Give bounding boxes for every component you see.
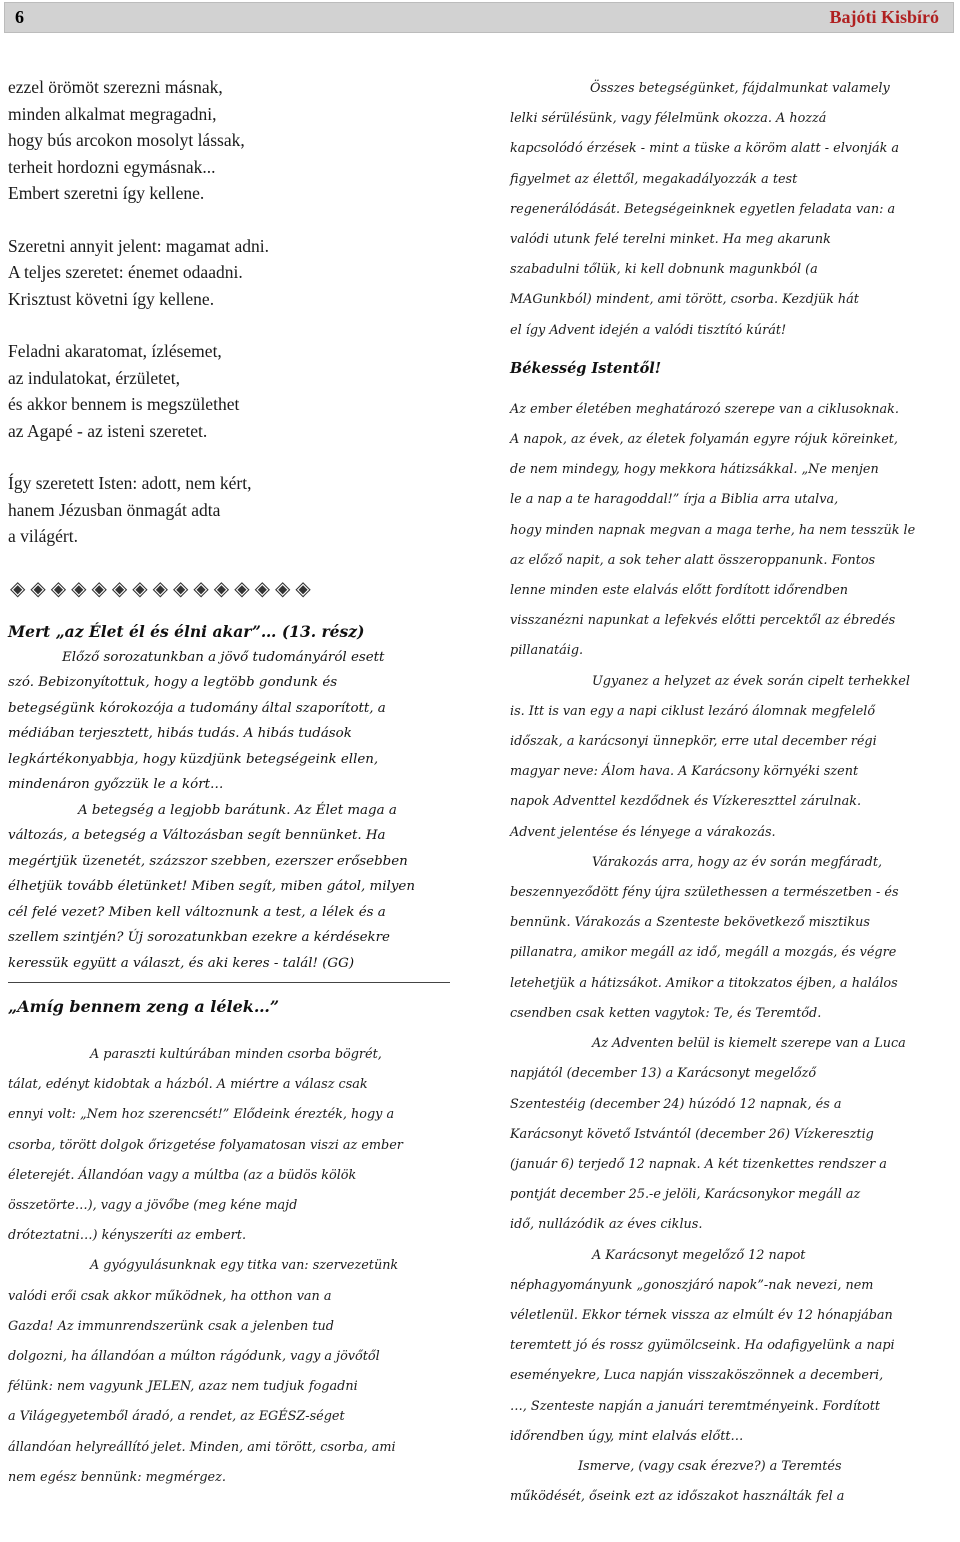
article-line: Előző sorozatunkban a jövő tudományáról esett [62, 649, 385, 665]
poem-line: hogy bús arcokon mosolyt lássak, [8, 130, 245, 150]
body-line: A napok, az évek, az életek folyamán egyre rójuk köreinket, [510, 432, 898, 448]
body-line: eseményekre, Luca napján visszaköszönnek a decemberi, [510, 1368, 884, 1384]
poem-stanza [8, 338, 456, 444]
body-line: le a nap a te haragoddal!” írja a Biblia arra utalva, [510, 492, 839, 508]
body-line: pillanatáig. [510, 643, 584, 659]
body-line: az előző napit, a sok teher alatt összeroppanunk. Fontos [510, 552, 876, 568]
body-line: bennünk. Várakozás a Szenteste bekövetkező misztikus [510, 915, 870, 931]
poem-line: hanem Jézusban önmagát adta [8, 499, 221, 520]
article-line: keressük együtt a választ, és aki keres - talál! (GG) [8, 955, 355, 971]
body-line: hogy minden napnak megvan a maga terhe, ha nem tesszük le [510, 522, 916, 538]
body-line: kapcsolódó érzések - mint a tüske a köröm alatt - elvonják a [510, 141, 900, 157]
poem-line: Szeretni annyit jelent: magamat adni. [8, 235, 269, 256]
body-line: pontját december 25.-e jelöli, Karácsonykor megáll az [510, 1187, 861, 1203]
body-line: szabadulni tőlük, ki kell dobnunk magunkból (a [510, 262, 818, 278]
poem-line: Krisztust követni így kellene. [8, 288, 215, 309]
body-line: véletlenül. Ekkor térnek vissza az elmúlt év 12 hónapjában [510, 1307, 893, 1323]
body-line: Az ember életében meghatározó szerepe van a ciklusoknak. [510, 401, 899, 417]
article-line: cél felé vezet? Miben kell változnunk a test, a lélek és a [8, 904, 386, 920]
body-line: néphagyományunk „gonoszjáró napok”-nak nevezi, nem [510, 1277, 874, 1293]
body-line: nem egész bennünk: megmérgez. [8, 1469, 226, 1485]
magazine-title: Bajóti Kisbíró [829, 7, 939, 27]
poem-stanza [8, 470, 456, 550]
poem [8, 74, 456, 550]
body-line: A paraszti kultúrában minden csorba bögrét, [90, 1047, 382, 1062]
body-line: napjától (december 13) a Karácsonyt megelőző [510, 1066, 817, 1082]
peace-heading: Békesség Istentől! [510, 359, 662, 377]
body-line: lelki sérülésünk, vagy félelmünk okozza. A hozzá [510, 111, 827, 127]
poem-line: Így szeretett Isten: adott, nem kért, [8, 473, 252, 493]
poem-line: minden alkalmat megragadni, [8, 103, 217, 124]
body-line: figyelmet az élettől, megakadályozzák a test [510, 171, 798, 187]
body-line: teremtett jó és rossz gyümölcseink. Ha odafigyelünk a napi [510, 1338, 895, 1354]
article-line: betegségünk kórokozója a tudomány által szaporított, a [8, 700, 386, 716]
body-line: el így Advent idején a valódi tisztító kúrát! [510, 322, 787, 338]
diamond-separator: ◈◈◈◈◈◈◈◈◈◈◈◈◈◈◈ [10, 575, 316, 600]
body-line: időszak, a karácsonyi ünnepkör, erre utal december régi [510, 734, 877, 750]
body-line: életerejét. Állandóan vagy a múltba (az a büdös kölök [8, 1167, 357, 1183]
divider-rule [8, 982, 450, 983]
poem-line: az indulatokat, érzületet, [8, 367, 181, 388]
body-line: magyar neve: Álom hava. A Karácsony környéki szent [510, 764, 859, 780]
article-line: A betegség a legjobb barátunk. Az Élet maga a [78, 802, 397, 818]
body-line: idő, nullázódik az éves ciklus. [510, 1217, 703, 1233]
body-line: Szentestéig (december 24) húzódó 12 napnak, és a [510, 1096, 842, 1112]
body-line: a Világegyetemből áradó, a rendet, az EGÉSZ-séget [8, 1409, 345, 1425]
body-line: is. Itt is van egy a napi ciklust lezáró álomnak megfelelő [510, 703, 876, 719]
body-line: letehetjük a hátizsákot. Amikor a titokzatos éjben, a halálos [510, 975, 898, 991]
body-line: Karácsonyt követő Istvántól (december 26) Vízkeresztig [510, 1126, 874, 1142]
article-title: Mert „az Élet él és élni akar”… (13. rész) [8, 621, 365, 641]
body-line: valódi utunk felé terelni minket. Ha meg akarunk [510, 232, 831, 248]
article-line: szó. Bebizonyítottuk, hogy a legtöbb gondunk és [8, 675, 338, 690]
body-line: napok Adventtel kezdődnek és Vízkereszttel zárulnak. [510, 794, 862, 810]
body-line: lenne minden este elalvás előtt fordított időrendben [510, 583, 849, 599]
body-line: dróteztatni…) kényszeríti az embert. [8, 1228, 247, 1244]
body-line: csorba, törött dolgok őrizgetése folyamatosan viszi az ember [8, 1137, 403, 1153]
body-line: működését, őseink ezt az időszakot használták fel a [510, 1489, 845, 1505]
body-line: Gazda! Az immunrendszerünk csak a jelenben tud [8, 1318, 334, 1334]
body-line: A Karácsonyt megelőző 12 napot [592, 1247, 806, 1263]
body-line: ennyi volt: „Nem hoz szerencsét!” Elődeink érezték, hogy a [8, 1107, 395, 1123]
poem-line: az Agapé - az isteni szeretet. [8, 420, 208, 441]
poem-line: Embert szeretni így kellene. [8, 183, 205, 203]
body-line: összetörte…), vagy a jövőbe (meg kéne majd [8, 1198, 298, 1214]
body-line: (január 6) terjedő 12 napnak. A két tizenkettes rendszer a [510, 1156, 887, 1172]
poem-line: Feladni akaratomat, ízlésemet, [8, 341, 222, 361]
article-line: szellem szintjén? Új sorozatunkban ezekre a kérdésekre [8, 930, 390, 945]
article-intro [8, 645, 456, 977]
body-line: regenerálódását. Betegségeinknek egyetlen feladata van: a [510, 201, 896, 217]
poem-stanza [8, 74, 456, 207]
cycles-text [510, 395, 956, 1513]
body-line: Az Adventen belül is kiemelt szerepe van a Luca [592, 1036, 906, 1052]
body-line: időrendben úgy, mint elalvás előtt… [510, 1428, 744, 1444]
body-line: valódi erői csak akkor működnek, ha otthon van a [8, 1288, 332, 1304]
article-line: élhetjük tovább életünket! Miben segít, miben gátol, milyen [8, 879, 415, 894]
body-line: beszennyeződött fény újra születhessen a természetben - és [510, 885, 899, 901]
body-line: …, Szenteste napján a januári teremtményeink. Fordított [510, 1398, 881, 1414]
page-number: 6 [15, 7, 24, 27]
body-line: Advent jelentése és lényege a várakozás. [510, 824, 776, 840]
body-line: visszanézni napunkat a lefekvés előtti percektől az ébredés [510, 613, 896, 629]
body-line: Ugyanez a helyzet az évek során cipelt terhekkel [592, 673, 910, 689]
article-line: megértjük üzenetét, százszor szebben, ezerszer erősebben [8, 853, 408, 869]
body-line: félünk: nem vagyunk JELEN, azaz nem tudjuk fogadni [8, 1379, 358, 1395]
body-line: Várakozás arra, hogy az év során megfáradt, [592, 854, 883, 870]
poem-stanza [8, 233, 456, 313]
article-line: legkártékonyabbja, hogy küzdjünk betegségeink ellen, [8, 751, 379, 767]
page-header [4, 2, 954, 33]
article-line: változás, a betegség a Változásban segít bennünket. Ha [8, 828, 386, 843]
body-line: Ismerve, (vagy csak érezve?) a Teremtés [578, 1458, 842, 1474]
poem-line: A teljes szeretet: énemet odaadni. [8, 262, 243, 282]
body-line: Összes betegségünket, fájdalmunkat valamely [590, 81, 890, 96]
body-line: dolgozni, ha állandóan a múlton rágódunk, vagy a jövőtől [8, 1349, 380, 1365]
section-body [8, 1040, 456, 1493]
body-line: MAGunkból) mindent, ami törött, csorba. Kezdjük hát [510, 292, 859, 308]
body-line: csendben csak ketten vagytok: Te, és Teremtőd. [510, 1005, 822, 1021]
body-line: pillanatra, amikor megáll az idő, megáll a mozgás, és végre [510, 945, 897, 961]
left-column [8, 74, 456, 1493]
poem-line: a világért. [8, 526, 78, 546]
section-title: „Amíg bennem zeng a lélek…” [8, 997, 280, 1016]
intro-text [510, 74, 956, 346]
poem-line: és akkor bennem is megszülethet [8, 394, 240, 414]
body-line: tálat, edényt kidobtak a házból. A miértre a válasz csak [8, 1077, 368, 1093]
body-line: de nem mindegy, hogy mekkora hátizsákkal. „Ne menjen [510, 462, 879, 478]
article-line: médiában terjesztett, hibás tudás. A hibás tudások [8, 726, 352, 741]
body-line: A gyógyulásunknak egy titka van: szervezetünk [90, 1258, 399, 1274]
body-line: állandóan helyreállító jelet. Minden, ami törött, csorba, ami [8, 1439, 396, 1455]
right-column [510, 74, 956, 1512]
article-line: mindenáron győzzük le a kórt… [8, 777, 224, 792]
poem-line: terheit hordozni egymásnak... [8, 156, 216, 177]
poem-line: ezzel örömöt szerezni másnak, [8, 77, 223, 97]
